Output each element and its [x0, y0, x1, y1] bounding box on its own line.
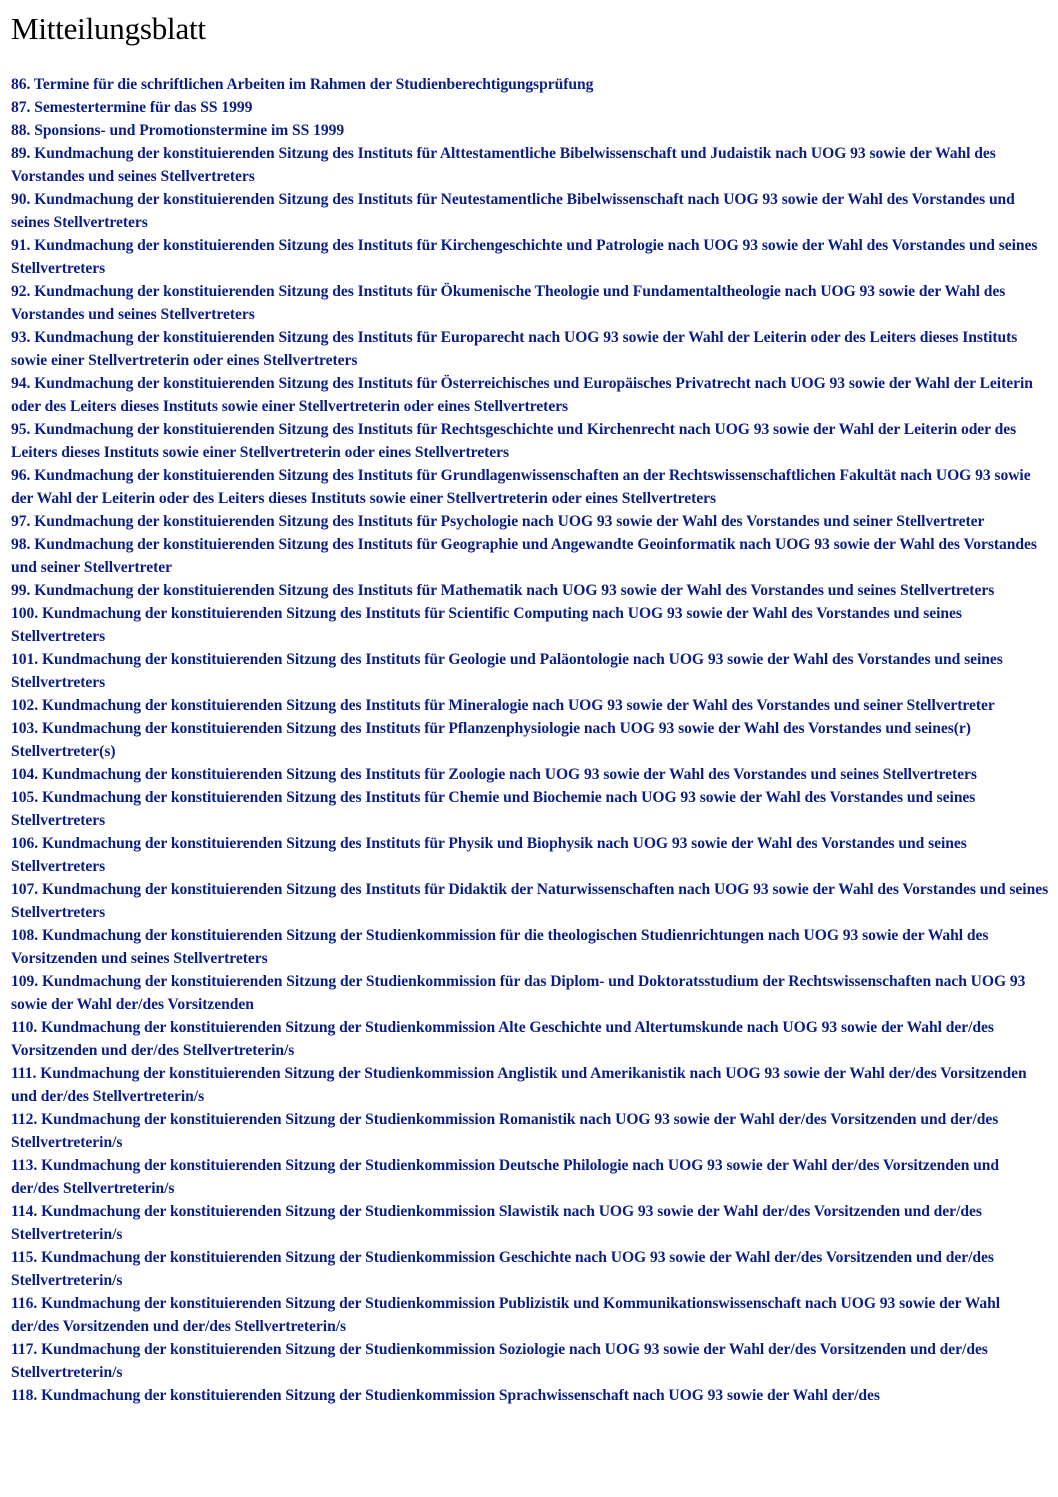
entry-link[interactable]: 111. Kundmachung der konstituierenden Sitzung der Studienkommission Anglistik und Amerikanistik nach UOG 93 sowie der Wahl der/des Vorsitzenden und der/des Stellvertreterin/s — [11, 1065, 1027, 1105]
entry-link[interactable]: 117. Kundmachung der konstituierenden Sitzung der Studienkommission Soziologie nach UOG 93 sowie der Wahl der/des Vorsitzenden und der/des Stellvertreterin/s — [11, 1341, 988, 1381]
list-item — [11, 1062, 1051, 1108]
entry-link[interactable]: 102. Kundmachung der konstituierenden Sitzung des Instituts für Mineralogie nach UOG 93 sowie der Wahl des Vorstandes und seiner Stellvertreter — [11, 697, 995, 714]
entry-link[interactable]: 97. Kundmachung der konstituierenden Sitzung des Instituts für Psychologie nach UOG 93 sowie der Wahl des Vorstandes und seiner Stellvertreter — [11, 513, 985, 530]
list-item — [11, 648, 1051, 694]
list-item — [11, 1154, 1051, 1200]
list-item — [11, 418, 1051, 464]
list-item — [11, 694, 1051, 717]
list-item — [11, 970, 1051, 1016]
entry-link[interactable]: 91. Kundmachung der konstituierenden Sitzung des Instituts für Kirchengeschichte und Patrologie nach UOG 93 sowie der Wahl des Vorstandes und seines Stellvertreters — [11, 237, 1038, 277]
list-item — [11, 878, 1051, 924]
list-item — [11, 763, 1051, 786]
entry-link[interactable]: 114. Kundmachung der konstituierenden Sitzung der Studienkommission Slawistik nach UOG 93 sowie der Wahl der/des Vorsitzenden und der/des Stellvertreterin/s — [11, 1203, 982, 1243]
list-item — [11, 1338, 1051, 1384]
entry-link[interactable]: 104. Kundmachung der konstituierenden Sitzung des Instituts für Zoologie nach UOG 93 sowie der Wahl des Vorstandes und seines Stellvertreters — [11, 766, 977, 783]
entry-link[interactable]: 110. Kundmachung der konstituierenden Sitzung der Studienkommission Alte Geschichte und Altertumskunde nach UOG 93 sowie der Wahl der/des Vorsitzenden und der/des Stellvertreterin/s — [11, 1019, 994, 1059]
list-item — [11, 1292, 1051, 1338]
entry-link[interactable]: 113. Kundmachung der konstituierenden Sitzung der Studienkommission Deutsche Philologie nach UOG 93 sowie der Wahl der/des Vorsitzenden und der/des Stellvertreterin/s — [11, 1157, 1000, 1197]
entry-link[interactable]: 92. Kundmachung der konstituierenden Sitzung des Instituts für Ökumenische Theologie und Fundamentaltheologie nach UOG 93 sowie der Wahl des Vorstandes und seines Stellvertreters — [11, 283, 1006, 323]
list-item — [11, 326, 1051, 372]
list-item — [11, 924, 1051, 970]
list-item — [11, 142, 1051, 188]
document-page — [11, 8, 1051, 1407]
list-item — [11, 786, 1051, 832]
entry-link[interactable]: 98. Kundmachung der konstituierenden Sitzung des Instituts für Geographie und Angewandte Geoinformatik nach UOG 93 sowie der Wahl des Vorstandes und seiner Stellvertreter — [11, 536, 1037, 576]
list-item — [11, 533, 1051, 579]
list-item — [11, 280, 1051, 326]
entry-link[interactable]: 103. Kundmachung der konstituierenden Sitzung des Instituts für Pflanzenphysiologie nach UOG 93 sowie der Wahl des Vorstandes und seines(r) Stellvertreter(s) — [11, 720, 971, 760]
entry-link[interactable]: 107. Kundmachung der konstituierenden Sitzung des Instituts für Didaktik der Naturwissenschaften nach UOG 93 sowie der Wahl des Vorstandes und seines Stellvertreters — [11, 881, 1049, 921]
list-item — [11, 234, 1051, 280]
entry-link[interactable]: 93. Kundmachung der konstituierenden Sitzung des Instituts für Europarecht nach UOG 93 sowie der Wahl der Leiterin oder des Leiters dieses Instituts sowie einer Stellvertreterin oder eines Stellvertreters — [11, 329, 1018, 369]
entry-link[interactable]: 116. Kundmachung der konstituierenden Sitzung der Studienkommission Publizistik und Kommunikationswissenschaft nach UOG 93 sowie der Wahl der/des Vorsitzenden und der/des Stellvertreterin/s — [11, 1295, 1001, 1335]
list-item — [11, 1016, 1051, 1062]
list-item — [11, 96, 1051, 119]
entry-link[interactable]: 87. Semestertermine für das SS 1999 — [11, 99, 253, 116]
list-item — [11, 1200, 1051, 1246]
entry-link[interactable]: 94. Kundmachung der konstituierenden Sitzung des Instituts für Österreichisches und Europäisches Privatrecht nach UOG 93 sowie der Wahl der Leiterin oder des Leiters dieses Instituts sowie einer Stellvertreterin oder eines Stellvertreters — [11, 375, 1033, 415]
entry-link[interactable]: 88. Sponsions- und Promotionstermine im SS 1999 — [11, 122, 345, 139]
list-item — [11, 119, 1051, 142]
list-item — [11, 717, 1051, 763]
entry-link[interactable]: 86. Termine für die schriftlichen Arbeiten im Rahmen der Studienberechtigungsprüfung — [11, 76, 594, 93]
entry-link[interactable]: 99. Kundmachung der konstituierenden Sitzung des Instituts für Mathematik nach UOG 93 sowie der Wahl des Vorstandes und seines Stellvertreters — [11, 582, 995, 599]
list-item — [11, 832, 1051, 878]
entry-link[interactable]: 95. Kundmachung der konstituierenden Sitzung des Instituts für Rechtsgeschichte und Kirchenrecht nach UOG 93 sowie der Wahl der Leiterin oder des Leiters dieses Instituts sowie einer Stellvertreterin oder eines Stellvertreters — [11, 421, 1017, 461]
entry-link[interactable]: 100. Kundmachung der konstituierenden Sitzung des Instituts für Scientific Computing nach UOG 93 sowie der Wahl des Vorstandes und seines Stellvertreters — [11, 605, 962, 645]
entry-link[interactable]: 90. Kundmachung der konstituierenden Sitzung des Instituts für Neutestamentliche Bibelwissenschaft nach UOG 93 sowie der Wahl des Vorstandes und seines Stellvertreters — [11, 191, 1015, 231]
entry-list — [11, 73, 1051, 1407]
list-item — [11, 464, 1051, 510]
list-item — [11, 1384, 1051, 1407]
list-item — [11, 579, 1051, 602]
list-item — [11, 510, 1051, 533]
entry-link[interactable]: 108. Kundmachung der konstituierenden Sitzung der Studienkommission für die theologischen Studienrichtungen nach UOG 93 sowie der Wahl des Vorsitzenden und seines Stellvertreters — [11, 927, 989, 967]
list-item — [11, 372, 1051, 418]
list-item — [11, 73, 1051, 96]
list-item — [11, 602, 1051, 648]
entry-link[interactable]: 106. Kundmachung der konstituierenden Sitzung des Instituts für Physik und Biophysik nach UOG 93 sowie der Wahl des Vorstandes und seines Stellvertreters — [11, 835, 967, 875]
entry-link[interactable]: 118. Kundmachung der konstituierenden Sitzung der Studienkommission Sprachwissenschaft nach UOG 93 sowie der Wahl der/des — [11, 1387, 880, 1404]
page-title: Mitteilungsblatt — [11, 11, 206, 46]
list-item — [11, 1246, 1051, 1292]
entry-link[interactable]: 105. Kundmachung der konstituierenden Sitzung des Instituts für Chemie und Biochemie nach UOG 93 sowie der Wahl des Vorstandes und seines Stellvertreters — [11, 789, 976, 829]
entry-link[interactable]: 109. Kundmachung der konstituierenden Sitzung der Studienkommission für das Diplom- und Doktoratsstudium der Rechtswissenschaften nach UOG 93 sowie der Wahl der/des Vorsitzenden — [11, 973, 1026, 1013]
entry-link[interactable]: 96. Kundmachung der konstituierenden Sitzung des Instituts für Grundlagenwissenschaften an der Rechtswissenschaftlichen Fakultät nach UOG 93 sowie der Wahl der Leiterin oder des Leiters dieses Instituts sowie einer Stellvertreterin oder eines Stellvertreters — [11, 467, 1031, 507]
list-item — [11, 1108, 1051, 1154]
list-item — [11, 188, 1051, 234]
entry-link[interactable]: 115. Kundmachung der konstituierenden Sitzung der Studienkommission Geschichte nach UOG 93 sowie der Wahl der/des Vorsitzenden und der/des Stellvertreterin/s — [11, 1249, 994, 1289]
entry-link[interactable]: 89. Kundmachung der konstituierenden Sitzung des Instituts für Alttestamentliche Bibelwissenschaft und Judaistik nach UOG 93 sowie der Wahl des Vorstandes und seines Stellvertreters — [11, 145, 996, 185]
entry-link[interactable]: 101. Kundmachung der konstituierenden Sitzung des Instituts für Geologie und Paläontologie nach UOG 93 sowie der Wahl des Vorstandes und seines Stellvertreters — [11, 651, 1003, 691]
entry-link[interactable]: 112. Kundmachung der konstituierenden Sitzung der Studienkommission Romanistik nach UOG 93 sowie der Wahl der/des Vorsitzenden und der/des Stellvertreterin/s — [11, 1111, 999, 1151]
